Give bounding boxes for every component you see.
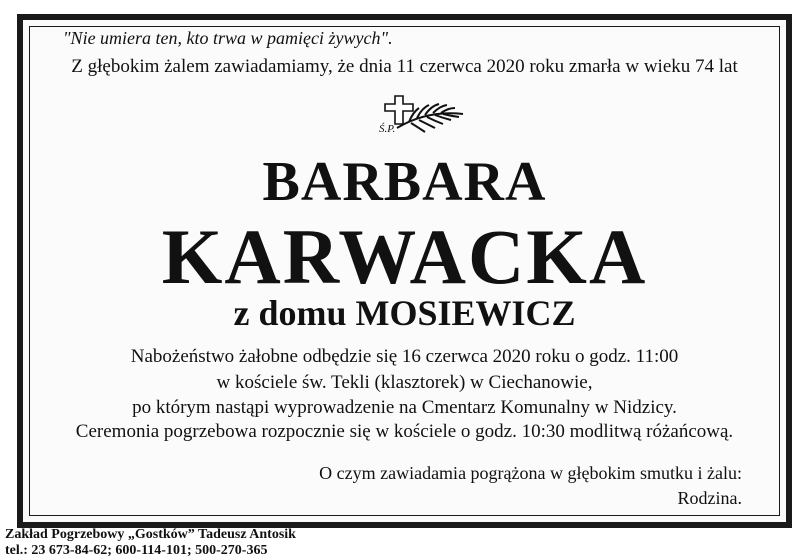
ceremony-line: Ceremonia pogrzebowa rozpocznie się w kościele o godz. 10:30 modlitwą różańcową. (75, 421, 734, 442)
motto: "Nie umiera ten, kto trwa w pamięci żywych". (63, 28, 393, 48)
maiden-name: z domu MOSIEWICZ (233, 293, 576, 333)
funeral-home-name: Zakład Pogrzebowy „Gostków” Tadeusz Antosik (5, 527, 296, 542)
ceremony-line: Nabożeństwo żałobne odbędzie się 16 czerwca 2020 roku o godz. 11:00 (130, 346, 679, 367)
notice-frame (17, 14, 792, 528)
ceremony-line: w kościele św. Tekli (klasztorek) w Ciechanowie, (216, 372, 593, 393)
deceased-first-name: BARBARA (262, 151, 547, 213)
ceremony-line: po którym nastąpi wyprowadzenie na Cmentarz Komunalny w Nidzicy. (132, 397, 677, 418)
emblem-text: Ś.P. (379, 123, 396, 135)
notify-text: O czym zawiadamia pogrążona w głębokim smutku i żalu: (319, 463, 742, 483)
family-signature: Rodzina. (677, 488, 742, 508)
death-announcement: Z głębokim żalem zawiadamiamy, że dnia 11 czerwca 2020 roku zmarła w wieku 74 lat (71, 56, 738, 77)
funeral-home-phones: tel.: 23 673-84-62; 600-114-101; 500-270-365 (5, 543, 268, 558)
deceased-last-name: KARWACKA (161, 213, 648, 300)
